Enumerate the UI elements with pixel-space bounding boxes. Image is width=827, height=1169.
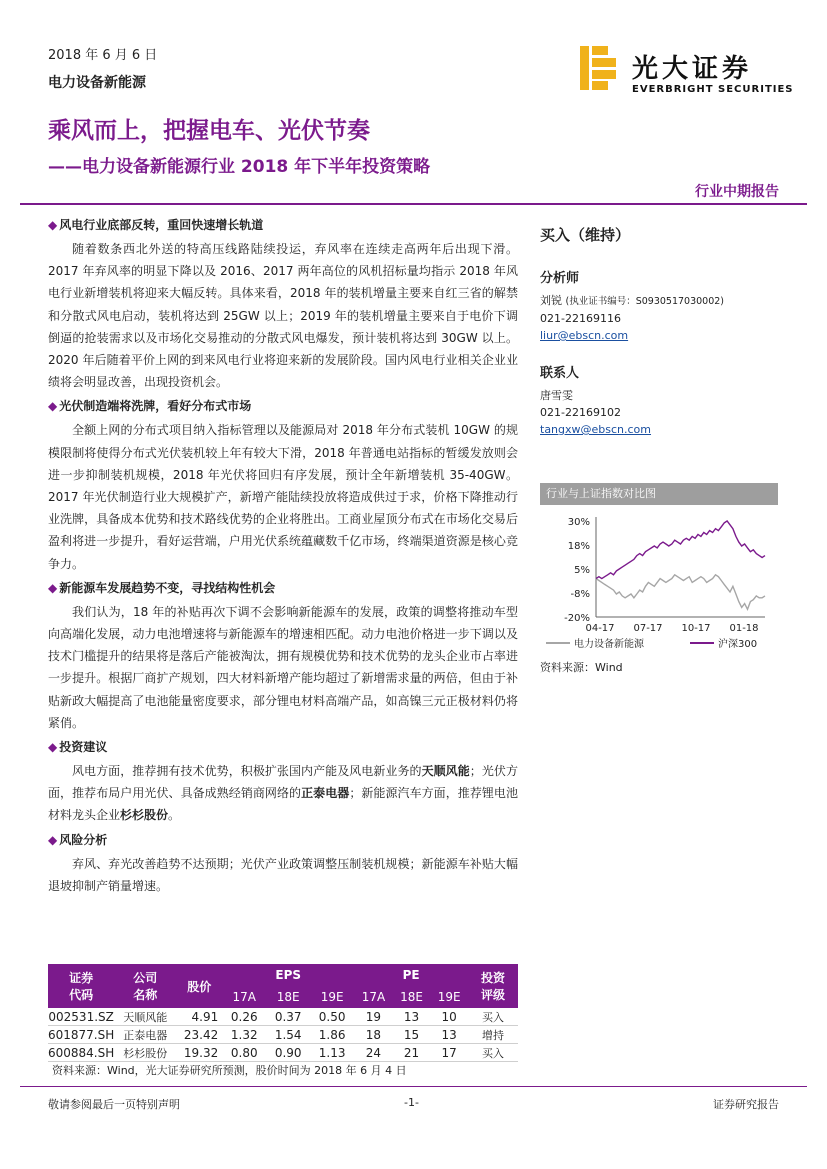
y-tick-label: 5% [574,565,590,576]
header-year: 19E [430,986,468,1008]
cell-code: 002531.SZ [48,1009,114,1024]
legend-label: 沪深300 [718,639,758,650]
investment-advice-body [48,760,518,827]
cell-price: 19.32 [176,1044,222,1062]
cell-pe: 10 [430,1008,468,1026]
table-row [48,1008,518,1026]
x-tick-label: 04-17 [585,623,615,634]
cell-name: 天顺风能 [114,1008,176,1026]
cell-pe: 17 [430,1044,468,1062]
cell-pe: 13 [393,1008,431,1026]
advice-text: 风电方面，推荐拥有技术优势，积极扩张国内产能及风电新业务的 [72,764,422,779]
diamond-bullet-icon: ◆ [48,832,58,847]
cell-eps: 1.54 [266,1026,310,1044]
header-rating: 投资 评级 [468,964,518,1008]
y-tick-label: -8% [570,589,590,600]
sector-label: 电力设备新能源 [48,75,146,91]
contact-email-link[interactable]: tangxw@ebscn.com [540,423,652,436]
analyst-cert: (执业证书编号：S0930517030002) [565,296,725,307]
cell-eps: 1.86 [310,1026,354,1044]
logo-chinese-text: 光大证券 [632,54,753,84]
analyst-name: 刘锐 [540,294,562,307]
chart-source: 资料来源：Wind [540,661,623,674]
cell-pe: 15 [393,1026,431,1044]
table-row [48,1026,518,1044]
y-tick-label: 30% [567,517,590,528]
stock-name-highlight: 天顺风能 [421,764,470,779]
footer-divider [20,1086,807,1087]
cell-eps: 0.90 [266,1044,310,1062]
table-row [48,1044,518,1062]
everbright-logo-icon [580,46,620,90]
cell-name: 正泰电器 [114,1026,176,1044]
cell-eps: 0.80 [222,1044,266,1062]
header-year: 18E [266,986,310,1008]
header-code: 证券 代码 [48,964,114,1008]
section-body: 随着数条西北外送的特高压线路陆续投运，弃风率在连续走高两年后出现下滑。2017 年弃风率的明显下降以及 2016、2017 两年高位的风机招标量均指示 2018 年风电行业新增装机将迎来大幅反转。具体来看，2018 年的装机增量主要来自红三省的解禁和分散式风电启动，装机将达到 25GW 以上；2019 年的装机增量主要来自于电价下调倒逼的抢装需求以及市场化交易推动的分散式风电爆发，预计装机将达到 30GW 以上。2020 年后随着平价上网的到来风电行业将迎来新的发展阶段。国内风电行业相关企业业绩将会明显改善，出现投资机会。 [48,242,518,390]
cell-eps: 0.26 [222,1008,266,1026]
cell-rating: 买入 [468,1008,518,1026]
y-tick-label: 18% [567,541,590,552]
cell-eps: 1.32 [222,1026,266,1044]
cell-price: 23.42 [176,1026,222,1044]
header-year: 18E [393,986,431,1008]
advice-text: ；光伏方面，推荐布局户用光伏、具备成熟经销商网络的 [48,764,518,801]
series-line-1 [596,575,765,610]
report-title: 乘风而上，把握电车、光伏节奏 [48,118,370,144]
header-year: 17A [222,986,266,1008]
section-body: 全额上网的分布式项目纳入指标管理以及能源局对 2018 年分布式装机 10GW 的规模限制将使得分布式光伏装机较上年有较大下滑，2018 年普通电站指标的暂缓发放则会进一步抑制装机规模，2018 年光伏将回归有序发展，预计全年新增装机 35-40GW。2017 年光伏制造行业大规模扩产，新增产能陆续投放将造成供过于求，价格下降推动行业洗牌，具备成本优势和技术路线优势的企业将胜出。工商业屋顶分布式在市场化交易后盈利将进一步提升，看好运营端，户用光伏系统蕴藏数千亿市场，终端渠道资源是核心竞争力。 [48,423,518,571]
cell-price: 4.91 [176,1008,222,1026]
cell-pe: 13 [430,1026,468,1044]
section-heading [48,827,518,853]
cell-rating: 买入 [468,1044,518,1062]
table-header-row [48,964,518,986]
section-heading-text: 风险分析 [59,832,108,847]
cell-code: 601877.SH [48,1027,115,1042]
stock-name-highlight: 杉杉股份 [120,808,169,823]
header-eps: EPS [222,964,354,986]
section-heading [48,575,518,601]
cell-name: 杉杉股份 [114,1044,176,1062]
cell-eps: 1.13 [310,1044,354,1062]
diamond-bullet-icon: ◆ [48,580,58,595]
report-subtitle: ——电力设备新能源行业 2018 年下半年投资策略 [48,157,431,177]
section-heading [48,212,518,238]
stock-name-highlight: 正泰电器 [301,786,350,801]
cell-pe: 19 [354,1008,393,1026]
cell-eps: 0.37 [266,1008,310,1026]
footer-disclaimer: 敬请参阅最后一页特别声明 [48,1098,180,1111]
advice-text: 。 [168,808,181,823]
contact-name: 唐雪雯 [540,389,573,402]
comparison-chart [540,483,778,674]
analyst-line [540,292,780,310]
diamond-bullet-icon: ◆ [48,740,58,755]
cell-pe: 18 [354,1026,393,1044]
contact-heading: 联系人 [540,366,580,381]
header-price: 股价 [176,964,222,1008]
cell-rating: 增持 [468,1026,518,1044]
x-tick-label: 10-17 [681,623,711,634]
x-tick-label: 07-17 [633,623,663,634]
section-body: 弃风、弃光改善趋势不达预期；光伏产业政策调整压制装机规模；新能源车补贴大幅退坡抑制产销量增速。 [48,856,518,893]
section-heading-text: 光伏制造端将洗牌，看好分布式市场 [59,399,252,414]
legend-label: 电力设备新能源 [574,639,644,650]
advice-text: ；新能源汽车方面，推荐锂电池材料龙头企业 [48,786,518,823]
header-pe: PE [354,964,468,986]
diamond-bullet-icon: ◆ [48,218,58,232]
series-line-2 [596,521,765,579]
main-content [48,212,518,897]
header-year: 19E [310,986,354,1008]
stock-table [48,964,518,1062]
section-heading [48,393,518,419]
y-tick-label: -20% [564,613,590,624]
section-body: 我们认为，18 年的补贴再次下调不会影响新能源车的发展，政策的调整将推动车型向高端化发展，动力电池增速将与新能源车的增速相匹配。动力电池价格进一步下调以及技术门槛提升的结果将是落后产能被淘汰，拥有规模优势和技术优势的龙头企业市占率进一步提升。根据厂商扩产规划，四大材料新增产能均超过了新增需求量的两倍，但由于补贴新政大幅提高了电池能量密度要求，部分锂电材料高端产品，如高镍三元正极材料仍将紧俏。 [48,604,518,730]
analyst-email-link[interactable]: liur@ebscn.com [540,329,629,342]
section-heading-text: 风电行业底部反转，重回快速增长轨道 [59,218,264,232]
section-heading [48,734,518,760]
footer-report-label: 证券研究报告 [713,1098,779,1111]
table-source: 资料来源：Wind，光大证券研究所预测，股价时间为 2018 年 6 月 4 日 [52,1064,407,1077]
report-date: 2018 年 6 月 6 日 [48,48,158,63]
section-heading-text: 新能源车发展趋势不变，寻找结构性机会 [59,580,276,595]
sidebar [540,224,780,438]
header-name: 公司 名称 [114,964,176,1008]
section-heading-text: 投资建议 [59,740,108,755]
diamond-bullet-icon: ◆ [48,399,58,414]
header-divider [20,203,807,205]
cell-pe: 21 [393,1044,431,1062]
chart-title: 行业与上证指数对比图 [540,483,778,505]
analyst-heading: 分析师 [540,271,580,286]
rating-label: 买入（维持） [540,226,631,244]
report-type: 行业中期报告 [695,184,779,200]
line-chart [540,505,778,653]
cell-pe: 24 [354,1044,393,1062]
page-number: -1- [404,1096,419,1109]
logo-english-text: EVERBRIGHT SECURITIES [632,84,794,95]
header-year: 17A [354,986,393,1008]
cell-code: 600884.SH [48,1045,115,1060]
analyst-phone: 021-22169116 [540,312,621,325]
contact-phone: 021-22169102 [540,406,621,419]
x-tick-label: 01-18 [729,623,759,634]
cell-eps: 0.50 [310,1008,354,1026]
